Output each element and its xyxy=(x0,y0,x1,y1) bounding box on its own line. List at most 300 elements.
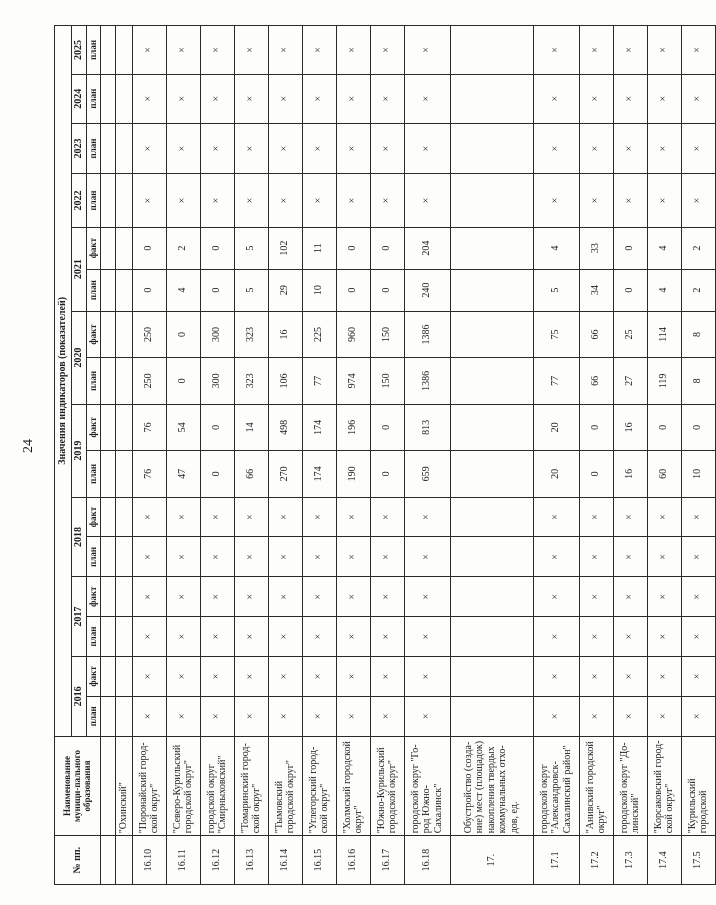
indicator-value: × xyxy=(302,123,336,174)
indicator-value xyxy=(115,404,132,450)
indicator-value: × xyxy=(336,174,370,227)
table-row xyxy=(450,26,533,885)
indicator-value: × xyxy=(200,497,234,537)
rotated-table-page xyxy=(54,25,709,885)
indicator-value: × xyxy=(132,617,166,657)
municipality-name: городской округ "Александровск-Сахалинский район" xyxy=(533,736,579,836)
indicator-value: × xyxy=(681,26,715,75)
indicator-value: 66 xyxy=(579,311,613,357)
indicator-value: 8 xyxy=(681,311,715,357)
empty-cell xyxy=(100,123,115,174)
indicator-value: × xyxy=(613,123,647,174)
indicator-value: 4 xyxy=(533,227,579,269)
indicator-value: 10 xyxy=(302,269,336,311)
indicator-value: × xyxy=(166,657,200,697)
indicator-value: 174 xyxy=(302,404,336,450)
indicator-value: × xyxy=(166,26,200,75)
indicator-value: 114 xyxy=(647,311,681,357)
indicator-value: × xyxy=(336,123,370,174)
row-number: 17.2 xyxy=(579,836,613,885)
indicator-value: 204 xyxy=(404,227,450,269)
indicator-value: × xyxy=(579,123,613,174)
indicator-value: × xyxy=(613,577,647,617)
col-name-header: Наименование муници-пального образования xyxy=(55,736,101,836)
table-row xyxy=(268,26,302,885)
indicator-value: 0 xyxy=(336,269,370,311)
row-number: 16.15 xyxy=(302,836,336,885)
indicator-value: 0 xyxy=(370,227,404,269)
indicator-value xyxy=(450,696,533,736)
indicator-value: × xyxy=(370,537,404,577)
year-header: 2018 xyxy=(72,497,87,577)
row-number: 16.12 xyxy=(200,836,234,885)
indicator-value: × xyxy=(647,657,681,697)
indicator-value: × xyxy=(166,577,200,617)
indicator-value: × xyxy=(404,497,450,537)
indicator-value: × xyxy=(302,26,336,75)
indicator-value: 323 xyxy=(234,358,268,404)
indicator-value: × xyxy=(404,123,450,174)
empty-cell xyxy=(100,174,115,227)
indicator-value xyxy=(450,269,533,311)
indicator-value: × xyxy=(200,26,234,75)
indicator-value: 0 xyxy=(370,269,404,311)
indicator-value: 0 xyxy=(613,227,647,269)
table-row xyxy=(132,26,166,885)
row-number: 16.14 xyxy=(268,836,302,885)
indicator-value: × xyxy=(234,537,268,577)
indicator-value: 10 xyxy=(681,451,715,497)
indicator-value xyxy=(115,577,132,617)
municipality-name: "Курильский городской xyxy=(681,736,715,836)
indicator-value xyxy=(115,451,132,497)
indicator-value: × xyxy=(681,497,715,537)
indicator-value: × xyxy=(533,497,579,537)
indicator-value: × xyxy=(268,617,302,657)
indicator-value: × xyxy=(132,577,166,617)
empty-cell xyxy=(100,74,115,123)
indicator-value: 4 xyxy=(647,227,681,269)
indicator-value: × xyxy=(370,74,404,123)
indicator-value: × xyxy=(404,696,450,736)
indicator-value xyxy=(450,123,533,174)
indicator-value: × xyxy=(579,26,613,75)
indicator-value: × xyxy=(579,617,613,657)
indicator-value: × xyxy=(200,537,234,577)
indicator-value: × xyxy=(166,497,200,537)
indicator-value: 150 xyxy=(370,311,404,357)
municipality-name: "Корсаковский город-ской округ" xyxy=(647,736,681,836)
indicator-value: × xyxy=(234,497,268,537)
indicator-value xyxy=(450,657,533,697)
municipality-name: Обустройство (созда-ние) мест (площадок) накопления твердых коммунальных отхо-дов, ед. xyxy=(450,736,533,836)
indicator-value: 0 xyxy=(647,404,681,450)
indicator-value: × xyxy=(579,74,613,123)
indicator-value: 5 xyxy=(234,269,268,311)
empty-cell xyxy=(100,311,115,357)
plan-header: план xyxy=(86,269,100,311)
indicator-value: 29 xyxy=(268,269,302,311)
indicator-value: × xyxy=(132,174,166,227)
indicator-value: × xyxy=(613,537,647,577)
indicator-value xyxy=(115,174,132,227)
group-header: Значения индикаторов (показателей) xyxy=(55,26,72,737)
indicator-value xyxy=(115,537,132,577)
indicator-value: 974 xyxy=(336,358,370,404)
indicator-value: 0 xyxy=(200,269,234,311)
indicator-value: × xyxy=(404,577,450,617)
indicator-value: × xyxy=(234,26,268,75)
indicator-value: 0 xyxy=(681,404,715,450)
indicator-value: × xyxy=(268,696,302,736)
indicator-value: × xyxy=(132,537,166,577)
indicator-value: × xyxy=(647,617,681,657)
indicator-value xyxy=(450,74,533,123)
indicator-value xyxy=(115,74,132,123)
row-number: 17.3 xyxy=(613,836,647,885)
indicator-value: 102 xyxy=(268,227,302,269)
indicator-value xyxy=(115,358,132,404)
indicator-value: 0 xyxy=(166,311,200,357)
table-row xyxy=(613,26,647,885)
indicator-value: 150 xyxy=(370,358,404,404)
indicator-value: 196 xyxy=(336,404,370,450)
indicator-value: × xyxy=(200,577,234,617)
indicator-value: × xyxy=(166,537,200,577)
indicator-value: 659 xyxy=(404,451,450,497)
indicator-value: × xyxy=(579,537,613,577)
indicator-value: × xyxy=(200,174,234,227)
municipality-name: "Анивский городской округ" xyxy=(579,736,613,836)
indicator-value: 119 xyxy=(647,358,681,404)
indicator-value: × xyxy=(234,74,268,123)
empty-cell xyxy=(100,497,115,537)
indicator-value: 0 xyxy=(613,269,647,311)
indicator-value xyxy=(450,311,533,357)
table-row xyxy=(166,26,200,885)
indicator-value: × xyxy=(166,696,200,736)
plan-header: план xyxy=(86,696,100,736)
indicator-value: 323 xyxy=(234,311,268,357)
indicator-value: × xyxy=(268,123,302,174)
indicator-value: 1386 xyxy=(404,311,450,357)
municipality-name: "Поронайский город-ской округ" xyxy=(132,736,166,836)
indicator-value: 4 xyxy=(647,269,681,311)
year-header: 2017 xyxy=(72,577,87,657)
indicator-value: × xyxy=(200,74,234,123)
indicator-value xyxy=(115,311,132,357)
fact-header: факт xyxy=(86,577,100,617)
indicator-value xyxy=(115,657,132,697)
indicator-value: 16 xyxy=(613,451,647,497)
indicator-value: × xyxy=(234,577,268,617)
col-no-header: № пп. xyxy=(55,836,101,885)
empty-cell xyxy=(100,537,115,577)
indicator-value: 25 xyxy=(613,311,647,357)
indicator-value xyxy=(450,358,533,404)
table-row xyxy=(200,26,234,885)
indicator-value: × xyxy=(681,696,715,736)
indicator-value: 0 xyxy=(370,404,404,450)
indicator-value: × xyxy=(302,74,336,123)
indicator-value: × xyxy=(336,617,370,657)
table-row xyxy=(234,26,268,885)
separator-row xyxy=(100,26,115,885)
indicator-value: × xyxy=(370,657,404,697)
plan-header: план xyxy=(86,74,100,123)
indicator-value: × xyxy=(404,537,450,577)
indicator-value xyxy=(450,537,533,577)
indicator-value: × xyxy=(234,657,268,697)
indicator-value: × xyxy=(132,696,166,736)
indicator-value: × xyxy=(234,696,268,736)
indicator-value: × xyxy=(166,123,200,174)
indicator-value: × xyxy=(370,617,404,657)
indicator-value: × xyxy=(533,537,579,577)
indicator-value: 33 xyxy=(579,227,613,269)
indicator-value: 66 xyxy=(234,451,268,497)
table-body xyxy=(100,26,715,885)
indicator-value: 225 xyxy=(302,311,336,357)
empty-cell xyxy=(100,836,115,885)
indicator-value: × xyxy=(336,657,370,697)
row-number: 16.16 xyxy=(336,836,370,885)
indicator-value: × xyxy=(302,657,336,697)
table-header xyxy=(55,26,101,885)
indicator-value: 250 xyxy=(132,358,166,404)
indicator-value: 0 xyxy=(579,404,613,450)
indicator-value: × xyxy=(404,26,450,75)
indicator-value: × xyxy=(370,577,404,617)
indicator-value: × xyxy=(200,617,234,657)
indicator-value xyxy=(115,617,132,657)
indicator-value: × xyxy=(404,617,450,657)
indicator-value: 174 xyxy=(302,451,336,497)
indicator-value xyxy=(450,451,533,497)
indicator-value xyxy=(115,696,132,736)
indicator-value xyxy=(450,26,533,75)
table-row xyxy=(336,26,370,885)
empty-cell xyxy=(100,577,115,617)
indicator-value: × xyxy=(533,123,579,174)
row-number: 17.5 xyxy=(681,836,715,885)
indicator-value: 960 xyxy=(336,311,370,357)
table-row xyxy=(404,26,450,885)
indicator-value: × xyxy=(370,123,404,174)
indicator-value: × xyxy=(302,174,336,227)
indicator-value: 11 xyxy=(302,227,336,269)
indicator-value: × xyxy=(533,174,579,227)
year-header: 2024 xyxy=(72,74,87,123)
indicator-value: × xyxy=(302,497,336,537)
indicator-value: 0 xyxy=(200,451,234,497)
municipality-name: городской округ "Смирныховский" xyxy=(200,736,234,836)
indicator-value xyxy=(450,404,533,450)
indicator-value: × xyxy=(404,657,450,697)
indicator-value xyxy=(450,617,533,657)
indicator-value: 76 xyxy=(132,451,166,497)
fact-header: факт xyxy=(86,404,100,450)
indicator-value xyxy=(450,227,533,269)
indicator-value: × xyxy=(268,537,302,577)
indicator-value: × xyxy=(613,497,647,537)
empty-cell xyxy=(100,617,115,657)
year-header: 2019 xyxy=(72,404,87,497)
indicator-value: 2 xyxy=(681,227,715,269)
indicator-value: × xyxy=(404,174,450,227)
indicator-value: 66 xyxy=(579,358,613,404)
indicator-value: × xyxy=(533,577,579,617)
indicator-value: × xyxy=(336,497,370,537)
indicator-value: 0 xyxy=(336,227,370,269)
indicator-value: 106 xyxy=(268,358,302,404)
row-number: 16.13 xyxy=(234,836,268,885)
indicator-value xyxy=(115,26,132,75)
indicator-value: × xyxy=(234,174,268,227)
indicator-value: 300 xyxy=(200,358,234,404)
table-row xyxy=(681,26,715,885)
indicator-value: 75 xyxy=(533,311,579,357)
municipality-name: "Северо-Курильский городской округ" xyxy=(166,736,200,836)
empty-cell xyxy=(100,451,115,497)
indicator-value: 16 xyxy=(268,311,302,357)
indicator-value: 8 xyxy=(681,358,715,404)
plan-header: план xyxy=(86,451,100,497)
indicator-value xyxy=(115,497,132,537)
indicator-value: × xyxy=(336,577,370,617)
row-number: 16.10 xyxy=(132,836,166,885)
indicator-value: 54 xyxy=(166,404,200,450)
row-number xyxy=(115,836,132,885)
indicator-value: × xyxy=(132,123,166,174)
plan-header: план xyxy=(86,174,100,227)
fact-header: факт xyxy=(86,497,100,537)
indicator-value: × xyxy=(234,617,268,657)
indicator-value: × xyxy=(132,657,166,697)
indicator-value: × xyxy=(268,74,302,123)
indicator-value: × xyxy=(613,657,647,697)
indicator-value: 77 xyxy=(533,358,579,404)
indicator-value: × xyxy=(336,537,370,577)
table-row xyxy=(302,26,336,885)
indicator-value: 0 xyxy=(200,404,234,450)
indicator-value: 16 xyxy=(613,404,647,450)
plan-header: план xyxy=(86,617,100,657)
indicator-value: 240 xyxy=(404,269,450,311)
indicator-value: × xyxy=(647,123,681,174)
row-number: 17. xyxy=(450,836,533,885)
year-header: 2025 xyxy=(72,26,87,75)
indicator-value: × xyxy=(647,26,681,75)
indicator-value: × xyxy=(681,537,715,577)
indicator-value: × xyxy=(302,617,336,657)
indicator-value: 0 xyxy=(132,227,166,269)
indicator-value: × xyxy=(647,696,681,736)
indicator-value: × xyxy=(200,657,234,697)
empty-cell xyxy=(100,26,115,75)
municipality-name: городской округ "Го-род Южно-Сахалинск" xyxy=(404,736,450,836)
indicator-value: × xyxy=(579,174,613,227)
indicator-value xyxy=(115,123,132,174)
indicator-value: 4 xyxy=(166,269,200,311)
empty-cell xyxy=(100,227,115,269)
indicator-value: 2 xyxy=(681,269,715,311)
indicator-value xyxy=(115,227,132,269)
indicator-value: 77 xyxy=(302,358,336,404)
indicator-value: × xyxy=(268,174,302,227)
indicator-value: × xyxy=(533,617,579,657)
indicator-value: 60 xyxy=(647,451,681,497)
indicator-value: 0 xyxy=(579,451,613,497)
indicator-value: × xyxy=(533,74,579,123)
indicator-value: × xyxy=(336,74,370,123)
indicator-value: × xyxy=(681,123,715,174)
indicator-value: × xyxy=(613,174,647,227)
indicator-value xyxy=(450,497,533,537)
page-number: 24 xyxy=(21,439,36,453)
indicator-value: × xyxy=(579,657,613,697)
empty-cell xyxy=(100,358,115,404)
indicator-value: × xyxy=(268,657,302,697)
fact-header: факт xyxy=(86,227,100,269)
plan-header: план xyxy=(86,26,100,75)
indicator-value: × xyxy=(268,577,302,617)
indicator-value: 34 xyxy=(579,269,613,311)
indicator-value: 250 xyxy=(132,311,166,357)
indicator-value xyxy=(450,577,533,617)
year-header: 2020 xyxy=(72,311,87,404)
row-number: 16.11 xyxy=(166,836,200,885)
table-row xyxy=(647,26,681,885)
indicator-value: × xyxy=(132,74,166,123)
indicator-value: 14 xyxy=(234,404,268,450)
indicator-value: 76 xyxy=(132,404,166,450)
indicator-value: × xyxy=(370,497,404,537)
indicator-value: × xyxy=(681,74,715,123)
municipality-name: "Томаринский город-ской округ" xyxy=(234,736,268,836)
row-number: 16.18 xyxy=(404,836,450,885)
indicator-value: × xyxy=(579,696,613,736)
indicator-value: × xyxy=(132,497,166,537)
indicator-value: 813 xyxy=(404,404,450,450)
indicator-value: 270 xyxy=(268,451,302,497)
empty-cell xyxy=(100,736,115,836)
indicator-value: × xyxy=(336,26,370,75)
indicator-value: 5 xyxy=(234,227,268,269)
indicator-value: × xyxy=(234,123,268,174)
indicator-value: 20 xyxy=(533,451,579,497)
table-row xyxy=(115,26,132,885)
table-row xyxy=(533,26,579,885)
indicator-value: × xyxy=(166,617,200,657)
indicator-value: 190 xyxy=(336,451,370,497)
indicator-value: × xyxy=(370,174,404,227)
fact-header: факт xyxy=(86,311,100,357)
indicator-value: 5 xyxy=(533,269,579,311)
indicator-value: 47 xyxy=(166,451,200,497)
indicator-value xyxy=(115,269,132,311)
municipality-name: "Южно-Курильский городской округ" xyxy=(370,736,404,836)
year-header: 2016 xyxy=(72,657,87,737)
plan-header: план xyxy=(86,123,100,174)
indicator-value: × xyxy=(579,577,613,617)
indicator-value: × xyxy=(579,497,613,537)
indicator-value: × xyxy=(613,696,647,736)
indicator-value: × xyxy=(647,74,681,123)
indicator-value: × xyxy=(613,617,647,657)
municipality-name: "Углегорский город-ской округ" xyxy=(302,736,336,836)
indicator-value: × xyxy=(132,26,166,75)
